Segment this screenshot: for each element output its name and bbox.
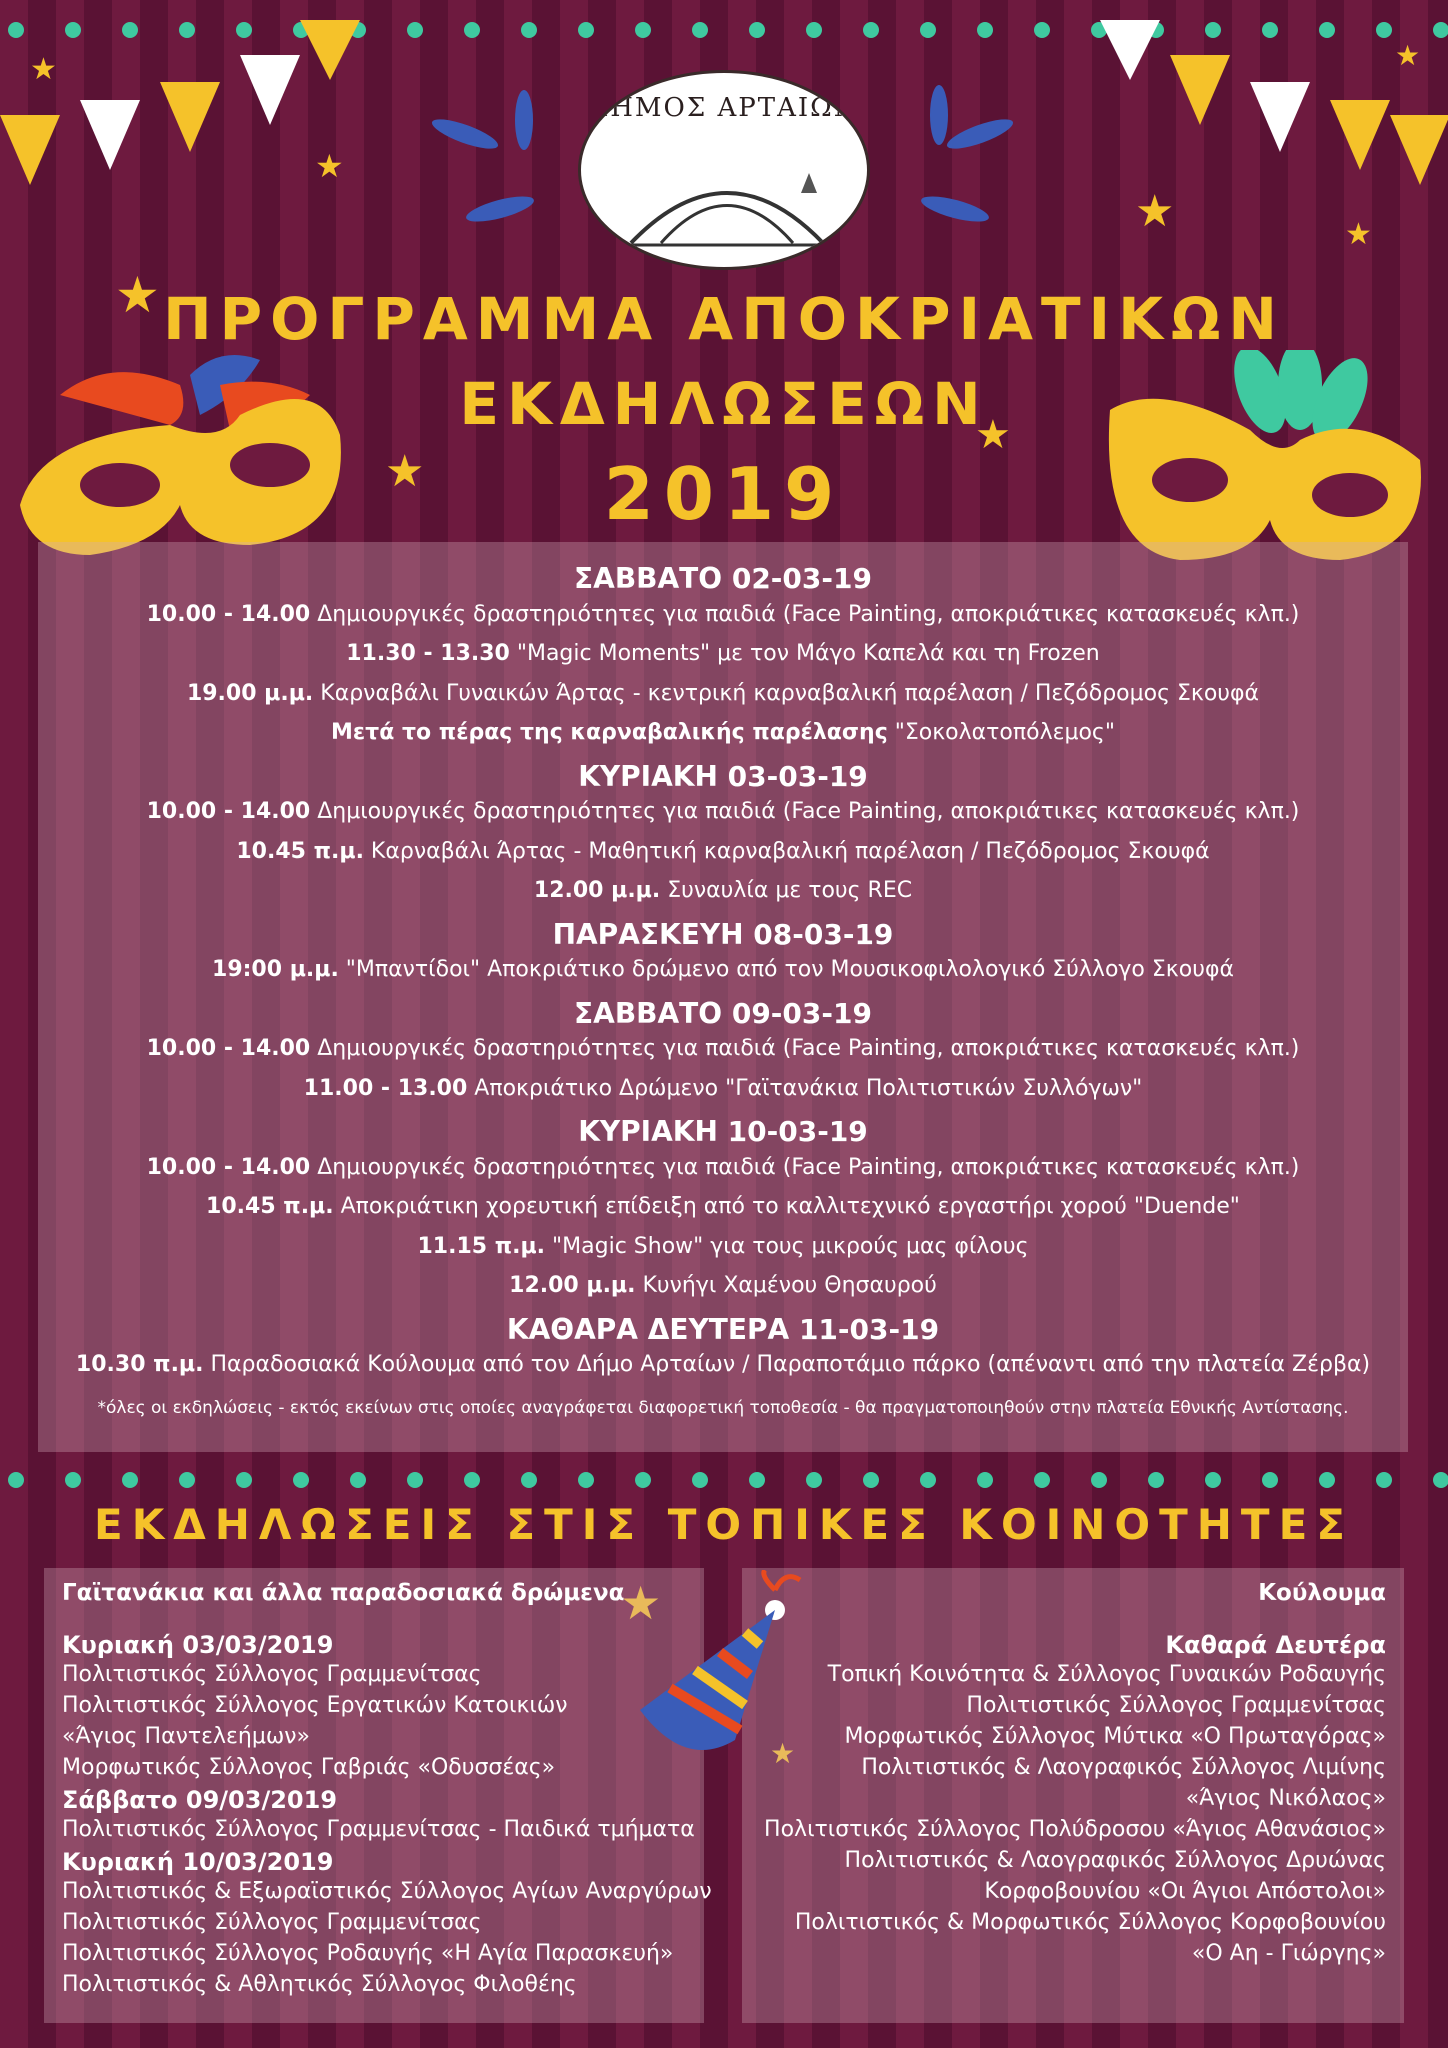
dot-icon <box>1148 1472 1164 1488</box>
dot-icon <box>1376 1472 1392 1488</box>
event-description: Αποκριάτικη χορευτική επίδειξη από το καλλιτεχνικό εργαστήρι χορού "Duende" <box>333 1194 1240 1219</box>
association-name: «Ο Αη - Γιώργης» <box>1191 1941 1386 1966</box>
association-name: «Άγιος Παντελεήμων» <box>62 1724 311 1749</box>
dot-row-middle <box>0 1470 1448 1490</box>
dot-icon <box>635 1472 651 1488</box>
event-description: Αποκριάτικο Δρώμενο "Γαϊτανάκια Πολιτιστικών Συλλόγων" <box>467 1075 1143 1101</box>
dot-icon <box>521 22 537 38</box>
dot-icon <box>578 22 594 38</box>
event-time: 19:00 μ.μ. <box>212 957 339 982</box>
association-name: Πολιτιστικός Σύλλογος Γραμμενίτσας <box>62 1910 482 1935</box>
ray-icon <box>429 114 501 155</box>
dot-icon <box>65 1472 81 1488</box>
event-date: Σάββατο 09/03/2019 <box>62 1786 338 1814</box>
schedule-day-heading: ΚΑΘΑΡΑ ΔΕΥΤΕΡΑ 11-03-19 <box>506 1312 940 1346</box>
association-name: «Άγιος Νικόλαος» <box>1185 1786 1386 1811</box>
dot-icon <box>692 1472 708 1488</box>
schedule-event <box>38 839 1408 864</box>
dot-icon <box>521 1472 537 1488</box>
dot-icon <box>407 1472 423 1488</box>
star-icon: ★ <box>1135 186 1175 237</box>
dot-icon <box>122 22 138 38</box>
event-description: Παραδοσιακά Κούλουμα από τον Δήμο Αρταίων / Παραποτάμιο πάρκο (απέναντι από την πλατεία Ζέρβα) <box>203 1352 1371 1377</box>
event-time: Μετά το πέρας της καρναβαλικής παρέλασης <box>331 720 888 745</box>
star-icon: ★ <box>315 147 344 185</box>
association-name: Πολιτιστικός & Λαογραφικός Σύλλογος Δρυώνας <box>844 1848 1386 1873</box>
event-date: Καθαρά Δευτέρα <box>1165 1631 1386 1659</box>
party-hat-icon <box>625 1570 825 1770</box>
logo-text: ΔΗΜΟΣ ΑΡΤΑΙΩΝ <box>589 93 859 123</box>
event-date: Κυριακή 10/03/2019 <box>62 1848 334 1876</box>
star-icon: ★ <box>1345 217 1372 252</box>
association-name: Πολιτιστικός Σύλλογος Εργατικών Κατοικιών <box>62 1693 568 1718</box>
schedule-panel <box>38 542 1408 1452</box>
bridge-icon <box>621 153 833 253</box>
event-time: 10.00 - 14.00 <box>146 799 311 824</box>
event-time: 10.00 - 14.00 <box>146 1036 311 1061</box>
schedule-event <box>38 1273 1408 1298</box>
schedule-event <box>38 641 1408 666</box>
event-description: Δημιουργικές δραστηριότητες για παιδιά (Face Painting, αποκριάτικες κατασκευές κλπ.) <box>310 1154 1300 1180</box>
dot-icon <box>1433 1472 1448 1488</box>
event-description: Δημιουργικές δραστηριότητες για παιδιά (Face Painting, αποκριάτικες κατασκευές κλπ.) <box>310 601 1300 627</box>
ray-icon <box>919 191 991 227</box>
dot-icon <box>863 22 879 38</box>
association-name: Πολιτιστικός & Εξωραϊστικός Σύλλογος Αγίων Αναργύρων <box>62 1879 712 1904</box>
dot-icon <box>806 22 822 38</box>
event-description: "Σοκολατοπόλεμος" <box>887 720 1115 745</box>
event-date: Κυριακή 03/03/2019 <box>62 1631 334 1659</box>
event-description: "Magic Show" για τους μικρούς μας φίλους <box>545 1233 1029 1259</box>
association-name: Πολιτιστικός & Αθλητικός Σύλλογος Φιλοθέης <box>62 1972 577 1997</box>
event-description: Καρναβάλι Γυναικών Άρτας - κεντρική καρναβαλική παρέλαση / Πεζόδρομος Σκουφά <box>313 680 1260 706</box>
schedule-event <box>38 1352 1408 1377</box>
box-heading: Γαϊτανάκια και άλλα παραδοσιακά δρώμενα <box>62 1580 625 1606</box>
association-name: Κορφοβουνίου «Οι Άγιοι Απόστολοι» <box>984 1879 1386 1904</box>
dot-icon <box>977 22 993 38</box>
dot-icon <box>1205 22 1221 38</box>
section-title-local-communities: ΕΚΔΗΛΩΣΕΙΣ ΣΤΙΣ ΤΟΠΙΚΕΣ ΚΟΙΝΟΤΗΤΕΣ <box>94 1500 1354 1549</box>
dot-icon <box>179 22 195 38</box>
association-name: Τοπική Κοινότητα & Σύλλογος Γυναικών Ροδαυγής <box>827 1662 1386 1687</box>
dot-icon <box>236 1472 252 1488</box>
event-description: "Μπαντίδοι" Αποκριάτικο δρώμενο από τον Μουσικοφιλολογικό Σύλλογο Σκουφά <box>338 957 1234 982</box>
event-time: 12.00 μ.μ. <box>509 1273 636 1298</box>
event-time: 12.00 μ.μ. <box>533 878 661 903</box>
schedule-event <box>38 1076 1408 1101</box>
event-time: 11.30 - 13.30 <box>346 641 510 666</box>
dot-icon <box>692 22 708 38</box>
dot-icon <box>863 1472 879 1488</box>
dot-icon <box>1376 22 1392 38</box>
dot-icon <box>920 22 936 38</box>
association-name: Μορφωτικός Σύλλογος Γαβριάς «Οδυσσέας» <box>62 1755 556 1780</box>
ray-icon <box>515 90 533 150</box>
schedule-event <box>38 1194 1408 1219</box>
schedule-day-heading: ΠΑΡΑΣΚΕΥΗ 08-03-19 <box>552 917 894 951</box>
star-icon: ★ <box>1395 39 1421 72</box>
dot-icon <box>635 22 651 38</box>
event-time: 19.00 μ.μ. <box>186 680 314 706</box>
dot-icon <box>350 1472 366 1488</box>
poster-title-line2: ΕΚΔΗΛΩΣΕΩΝ <box>459 370 989 438</box>
event-time: 11.15 π.μ. <box>417 1233 546 1259</box>
dot-icon <box>578 1472 594 1488</box>
koulouma-box <box>742 1568 1404 2023</box>
schedule-event <box>38 681 1408 706</box>
poster-title-year: 2019 <box>603 452 845 536</box>
star-icon: ★ <box>975 412 1011 458</box>
association-name: Πολιτιστικός Σύλλογος Γραμμενίτσας <box>62 1662 482 1687</box>
event-description: Δημιουργικές δραστηριότητες για παιδιά (Face Painting, αποκριάτικες κατασκευές κλπ.) <box>310 1036 1300 1061</box>
event-time: 10.00 - 14.00 <box>146 1154 311 1180</box>
association-name: Πολιτιστικός & Λαογραφικός Σύλλογος Λιμίνης <box>861 1755 1386 1780</box>
dot-icon <box>179 1472 195 1488</box>
dot-icon <box>749 22 765 38</box>
schedule-day-heading: ΣΑΒΒΑΤΟ 09-03-19 <box>574 996 872 1030</box>
dot-icon <box>293 1472 309 1488</box>
star-icon: ★ <box>385 446 425 497</box>
star-icon: ★ <box>30 52 57 87</box>
dot-icon <box>1433 22 1448 38</box>
traditional-events-box <box>44 1568 712 2023</box>
dot-icon <box>8 1472 24 1488</box>
event-description: Συναυλία με τους REC <box>660 878 913 903</box>
association-name: Πολιτιστικός Σύλλογος Γραμμενίτσας - Παιδικά τμήματα <box>62 1817 695 1842</box>
association-name: Μορφωτικός Σύλλογος Μύτικα «Ο Πρωταγόρας» <box>844 1724 1386 1749</box>
event-time: 11.00 - 13.00 <box>303 1075 468 1101</box>
schedule-day-heading: ΚΥΡΙΑΚΗ 10-03-19 <box>578 1115 868 1148</box>
star-icon: ★ <box>115 266 160 324</box>
ray-icon <box>930 85 948 145</box>
dot-icon <box>920 1472 936 1488</box>
schedule-footnote: *όλες οι εκδηλώσεις - εκτός εκείνων στις οποίες αναγράφεται διαφορετική τοποθεσία - θα πραγματοποιηθούν στην πλατεία Εθνικής Αντίστασης. <box>97 1397 1349 1418</box>
dot-icon <box>122 1472 138 1488</box>
dot-row-top <box>0 20 1448 40</box>
ray-icon <box>944 114 1016 155</box>
box-heading: Κούλουμα <box>1258 1580 1386 1606</box>
schedule-event <box>38 878 1408 903</box>
association-name: Πολιτιστικός Σύλλογος Γραμμενίτσας <box>966 1693 1386 1718</box>
dot-icon <box>1319 22 1335 38</box>
association-name: Πολιτιστικός Σύλλογος Πολύδροσου «Άγιος Αθανάσιος» <box>764 1817 1386 1842</box>
dot-icon <box>1319 1472 1335 1488</box>
poster-title-line1: ΠΡΟΓΡΑΜΜΑ ΑΠΟΚΡΙΑΤΙΚΩΝ <box>163 285 1285 353</box>
dot-icon <box>407 22 423 38</box>
event-time: 10.45 π.μ. <box>206 1194 334 1219</box>
dot-icon <box>464 1472 480 1488</box>
dot-icon <box>65 22 81 38</box>
schedule-event <box>38 602 1408 627</box>
association-name: Πολιτιστικός & Μορφωτικός Σύλλογος Κορφοβουνίου <box>794 1910 1386 1935</box>
event-time: 10.00 - 14.00 <box>146 601 311 627</box>
schedule-event <box>38 1234 1408 1259</box>
dot-icon <box>464 22 480 38</box>
schedule-day-heading: ΣΑΒΒΑΤΟ 02-03-19 <box>574 562 872 595</box>
dot-icon <box>977 1472 993 1488</box>
dot-icon <box>1091 1472 1107 1488</box>
schedule-event <box>38 799 1408 824</box>
event-description: Καρναβάλι Άρτας - Μαθητική καρναβαλική παρέλαση / Πεζόδρομος Σκουφά <box>363 838 1210 864</box>
schedule-event <box>38 1036 1408 1061</box>
schedule-event <box>38 720 1408 745</box>
dot-icon <box>1034 1472 1050 1488</box>
dot-icon <box>236 22 252 38</box>
event-description: Δημιουργικές δραστηριότητες για παιδιά (Face Painting, αποκριάτικες κατασκευές κλπ.) <box>310 799 1300 824</box>
event-description: Κυνήγι Χαμένου Θησαυρού <box>635 1273 937 1298</box>
schedule-day-heading: ΚΥΡΙΑΚΗ 03-03-19 <box>578 759 868 793</box>
event-time: 10.45 π.μ. <box>236 838 364 864</box>
event-time: 10.30 π.μ. <box>75 1352 204 1377</box>
association-name: Πολιτιστικός Σύλλογος Ροδαυγής «Η Αγία Παρασκευή» <box>62 1941 674 1966</box>
star-icon: ★ <box>620 1576 662 1630</box>
dot-icon <box>806 1472 822 1488</box>
dot-icon <box>8 22 24 38</box>
star-icon: ★ <box>770 1737 796 1770</box>
dot-icon <box>749 1472 765 1488</box>
dot-icon <box>1205 1472 1221 1488</box>
schedule-event <box>38 957 1408 982</box>
dot-icon <box>1262 22 1278 38</box>
event-description: "Magic Moments" με τον Μάγο Καπελά και τη Frozen <box>509 641 1100 666</box>
dot-icon <box>1262 1472 1278 1488</box>
schedule-event <box>38 1155 1408 1180</box>
municipality-logo <box>578 70 870 270</box>
dot-icon <box>1034 22 1050 38</box>
ray-icon <box>464 191 536 227</box>
